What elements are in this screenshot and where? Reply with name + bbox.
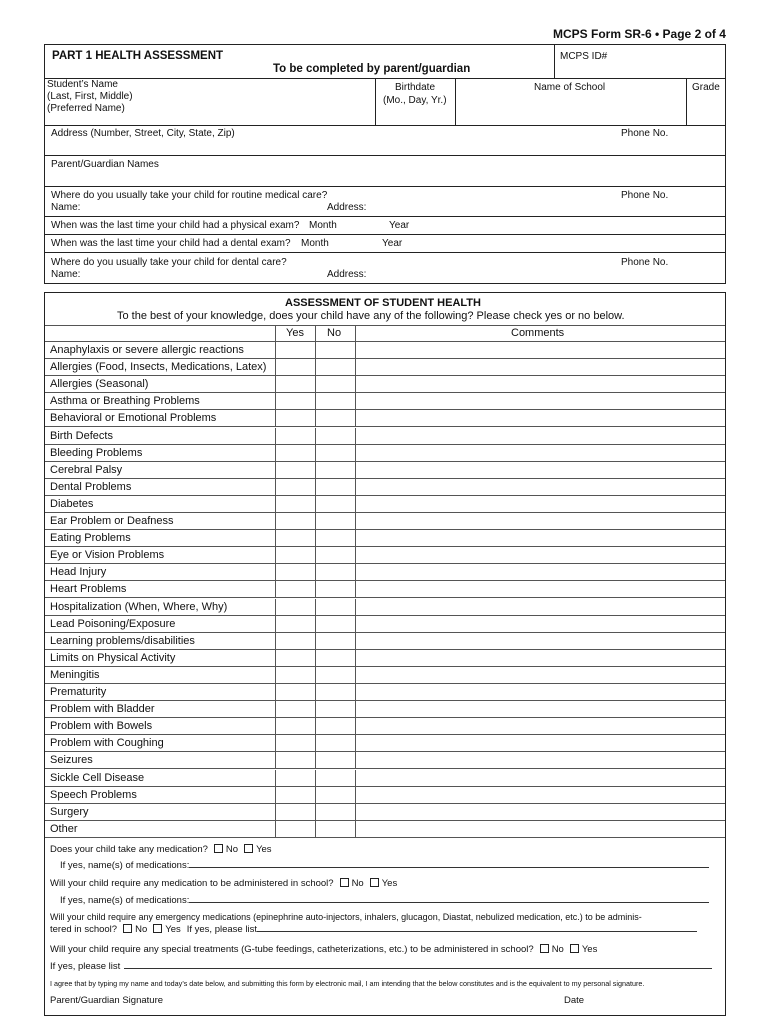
medication-yes-label: Yes [256,844,272,855]
condition-no-cell[interactable] [315,667,355,684]
condition-name: Problem with Coughing [50,737,164,750]
condition-name: Ear Problem or Deafness [50,515,174,527]
condition-row [45,428,725,445]
address-phone-label: Phone No. [621,128,669,139]
part1-title: PART 1 HEALTH ASSESSMENT [52,50,224,62]
condition-no-cell[interactable] [315,650,355,667]
assessment-instructions: To the best of your knowledge, does your child have any of the following? Please check yes or no below. [117,310,625,322]
condition-comments-cell[interactable] [355,513,725,530]
condition-row [45,804,725,821]
condition-comments-cell[interactable] [355,479,725,496]
condition-yes-cell[interactable] [275,530,315,547]
condition-yes-cell[interactable] [275,410,315,427]
birthdate-field[interactable] [377,108,451,124]
condition-yes-cell[interactable] [275,496,315,513]
dental-care-question: Where do you usually take your child for dental care? [51,257,287,268]
physical-exam-month-label: Month [309,220,337,231]
column-header-comments: Comments [511,327,565,339]
condition-yes-cell[interactable] [275,359,315,376]
condition-yes-cell[interactable] [275,650,315,667]
condition-row [45,599,725,616]
routine-care-address-label: Address: [327,202,367,213]
condition-comments-cell[interactable] [355,770,725,787]
school-medication-yes-checkbox[interactable] [370,878,379,887]
special-treatment-list-field[interactable] [124,960,712,969]
condition-yes-cell[interactable] [275,701,315,718]
condition-row [45,445,725,462]
condition-name: Allergies (Food, Insects, Medications, Latex) [50,361,267,374]
school-medication-followup-label: If yes, name(s) of medications: [60,895,190,906]
condition-row [45,650,725,667]
signature-label: Parent/Guardian Signature [50,995,164,1006]
column-header-no: No [327,327,342,339]
part1-subtitle: To be completed by parent/guardian [273,63,471,75]
birthdate-label: Birthdate [395,82,436,93]
dental-care-name-field[interactable] [82,268,322,281]
condition-row [45,496,725,513]
medication-followup-label: If yes, name(s) of medications: [60,860,190,871]
emergency-list-field[interactable] [257,923,697,932]
emergency-question-cont: tered in school? [50,924,118,935]
school-medication-names-field[interactable] [189,894,709,903]
condition-name: Allergies (Seasonal) [50,378,149,391]
condition-row [45,359,725,376]
condition-no-cell[interactable] [315,530,355,547]
emergency-question: Will your child require any emergency medications (epinephrine auto-injectors, inhalers, glucagon, Diastat, nebulized medication, etc.) to be adminis- [50,912,642,922]
condition-name: Behavioral or Emotional Problems [50,412,217,425]
condition-comments-cell[interactable] [355,701,725,718]
condition-no-cell[interactable] [315,564,355,581]
special-treatment-no-checkbox[interactable] [540,944,549,953]
condition-name: Anaphylaxis or severe allergic reactions [50,344,244,356]
special-treatment-yes-checkbox[interactable] [570,944,579,953]
condition-row [45,718,725,735]
condition-yes-cell[interactable] [275,770,315,787]
condition-yes-cell[interactable] [275,752,315,769]
condition-comments-cell[interactable] [355,787,725,804]
physical-exam-month-field[interactable] [342,218,386,233]
condition-comments-cell[interactable] [355,718,725,735]
condition-no-cell[interactable] [315,410,355,427]
condition-yes-cell[interactable] [275,599,315,616]
condition-name: Dental Problems [50,480,132,493]
condition-comments-cell[interactable] [355,633,725,650]
condition-name: Lead Poisoning/Exposure [50,617,176,630]
condition-comments-cell[interactable] [355,547,725,564]
condition-comments-cell[interactable] [355,599,725,616]
column-header-yes: Yes [286,327,304,339]
grade-field[interactable] [688,96,724,124]
condition-yes-cell[interactable] [275,821,315,838]
condition-no-cell[interactable] [315,359,355,376]
routine-care-question: Where do you usually take your child for routine medical care? [51,190,328,201]
mcps-id-label: MCPS ID# [560,51,608,62]
condition-row [45,581,725,598]
condition-row [45,633,725,650]
emergency-yes-checkbox[interactable] [153,924,162,933]
school-medication-no-checkbox[interactable] [340,878,349,887]
condition-yes-cell[interactable] [275,342,315,359]
condition-no-cell[interactable] [315,445,355,462]
condition-no-cell[interactable] [315,496,355,513]
condition-comments-cell[interactable] [355,804,725,821]
condition-no-cell[interactable] [315,735,355,752]
medication-names-field[interactable] [189,859,709,868]
condition-no-cell[interactable] [315,513,355,530]
condition-no-cell[interactable] [315,462,355,479]
condition-row [45,701,725,718]
condition-comments-cell[interactable] [355,684,725,701]
condition-name: Speech Problems [50,788,137,801]
condition-comments-cell[interactable] [355,410,725,427]
physical-exam-year-field[interactable] [414,218,534,233]
condition-row [45,684,725,701]
condition-row [45,513,725,530]
condition-no-cell[interactable] [315,684,355,701]
condition-comments-cell[interactable] [355,393,725,410]
condition-yes-cell[interactable] [275,804,315,821]
student-name-sublabel: (Last, First, Middle) [47,91,133,102]
condition-name: Surgery [50,805,89,818]
assessment-title: ASSESSMENT OF STUDENT HEALTH [285,297,481,309]
condition-comments-cell[interactable] [355,752,725,769]
condition-comments-cell[interactable] [355,821,725,838]
condition-row [45,410,725,427]
condition-yes-cell[interactable] [275,513,315,530]
condition-comments-cell[interactable] [355,530,725,547]
condition-row [45,376,725,393]
address-label: Address (Number, Street, City, State, Zip) [51,128,235,139]
signature-field[interactable] [184,993,554,1007]
condition-name: Diabetes [50,497,94,510]
condition-comments-cell[interactable] [355,462,725,479]
condition-no-cell[interactable] [315,393,355,410]
school-name-field[interactable] [458,96,684,124]
dental-care-phone-label: Phone No. [621,257,669,268]
condition-no-cell[interactable] [315,599,355,616]
dental-exam-year-label: Year [382,238,403,249]
condition-comments-cell[interactable] [355,581,725,598]
condition-row [45,393,725,410]
condition-name: Eye or Vision Problems [50,549,165,562]
condition-comments-cell[interactable] [355,564,725,581]
condition-row [45,770,725,787]
emergency-yes-label: Yes [165,924,181,935]
birthdate-format-label: (Mo., Day, Yr.) [383,95,447,106]
condition-row [45,752,725,769]
dental-exam-month-label: Month [301,238,329,249]
condition-comments-cell[interactable] [355,359,725,376]
condition-comments-cell[interactable] [355,735,725,752]
condition-name: Eating Problems [50,532,131,545]
condition-name: Seizures [50,754,93,767]
condition-name: Asthma or Breathing Problems [50,395,200,408]
condition-name: Problem with Bladder [50,703,155,716]
address-field[interactable] [48,141,608,153]
address-phone-field[interactable] [612,141,722,153]
condition-name: Hospitalization (When, Where, Why) [50,600,228,613]
routine-care-phone-label: Phone No. [621,190,669,201]
special-treatment-question: Will your child require any special treatments (G-tube feedings, catheterizations, etc.) to be administered in school? [50,944,534,955]
signature-agreement: I agree that by typing my name and today’s date below, and submitting this form by electronic mail, I am intending that the below constitutes and is the equivalent to my personal signature. [50,979,645,988]
condition-name: Other [50,822,78,835]
condition-row [45,735,725,752]
physical-exam-question: When was the last time your child had a physical exam? [51,220,300,231]
dental-exam-month-field[interactable] [335,236,379,251]
dental-care-address-field[interactable] [368,268,722,281]
condition-yes-cell[interactable] [275,564,315,581]
condition-row [45,787,725,804]
condition-yes-cell[interactable] [275,428,315,445]
condition-name: Birth Defects [50,429,113,442]
condition-yes-cell[interactable] [275,633,315,650]
parent-names-label: Parent/Guardian Names [51,159,159,170]
medication-question: Does your child take any medication? [50,844,208,855]
condition-yes-cell[interactable] [275,462,315,479]
school-name-label: Name of School [534,82,606,93]
form-id: MCPS Form SR-6 • Page 2 of 4 [553,27,726,41]
condition-no-cell[interactable] [315,701,355,718]
condition-row [45,462,725,479]
preferred-name-label: (Preferred Name) [47,103,125,114]
condition-no-cell[interactable] [315,342,355,359]
date-field[interactable] [592,993,720,1007]
condition-no-cell[interactable] [315,547,355,564]
date-label: Date [564,995,585,1006]
mcps-id-field[interactable] [610,48,722,74]
emergency-no-label: No [135,924,148,935]
student-name-label: Student’s Name [47,79,118,90]
dental-exam-question: When was the last time your child had a dental exam? [51,238,291,249]
condition-no-cell[interactable] [315,821,355,838]
condition-comments-cell[interactable] [355,428,725,445]
condition-no-cell[interactable] [315,770,355,787]
condition-comments-cell[interactable] [355,650,725,667]
emergency-no-checkbox[interactable] [123,924,132,933]
condition-name: Problem with Bowels [50,720,153,733]
condition-comments-cell[interactable] [355,445,725,462]
medication-no-checkbox[interactable] [214,844,223,853]
condition-no-cell[interactable] [315,581,355,598]
condition-name: Learning problems/disabilities [50,634,195,647]
condition-name: Cerebral Palsy [50,463,123,476]
routine-care-address-field[interactable] [368,201,722,214]
condition-yes-cell[interactable] [275,718,315,735]
school-medication-question: Will your child require any medication to be administered in school? [50,878,334,889]
condition-yes-cell[interactable] [275,684,315,701]
condition-name: Head Injury [50,566,107,579]
condition-no-cell[interactable] [315,616,355,633]
condition-yes-cell[interactable] [275,376,315,393]
condition-row [45,821,725,838]
dental-care-address-label: Address: [327,269,367,280]
condition-yes-cell[interactable] [275,616,315,633]
routine-care-name-field[interactable] [82,201,322,214]
condition-name: Limits on Physical Activity [50,651,176,664]
condition-row [45,547,725,564]
dental-exam-year-field[interactable] [407,236,527,251]
school-medication-yes-label: Yes [381,878,398,889]
condition-no-cell[interactable] [315,376,355,393]
medication-yes-checkbox[interactable] [244,844,253,853]
condition-name: Heart Problems [50,583,127,596]
condition-no-cell[interactable] [315,633,355,650]
condition-no-cell[interactable] [315,752,355,769]
condition-yes-cell[interactable] [275,393,315,410]
condition-no-cell[interactable] [315,718,355,735]
condition-yes-cell[interactable] [275,445,315,462]
special-treatment-yes-label: Yes [581,944,598,955]
condition-name: Bleeding Problems [50,446,143,459]
grade-label: Grade [692,82,720,93]
dental-care-name-label: Name: [51,269,81,280]
condition-row [45,530,725,547]
condition-row [45,667,725,684]
condition-yes-cell[interactable] [275,581,315,598]
questions-section [44,838,726,1014]
condition-row [45,479,725,496]
condition-no-cell[interactable] [315,479,355,496]
routine-care-name-label: Name: [51,202,81,213]
condition-comments-cell[interactable] [355,616,725,633]
condition-yes-cell[interactable] [275,479,315,496]
condition-comments-cell[interactable] [355,376,725,393]
condition-row [45,616,725,633]
condition-name: Prematurity [50,686,107,698]
condition-yes-cell[interactable] [275,667,315,684]
condition-yes-cell[interactable] [275,787,315,804]
condition-row [45,564,725,581]
condition-no-cell[interactable] [315,428,355,445]
condition-comments-cell[interactable] [355,342,725,359]
condition-name: Sickle Cell Disease [50,771,145,784]
school-medication-no-label: No [351,878,364,889]
special-treatment-no-label: No [551,944,564,955]
condition-yes-cell[interactable] [275,735,315,752]
student-name-field[interactable] [150,80,372,122]
condition-comments-cell[interactable] [355,496,725,513]
parent-names-field[interactable] [48,171,722,185]
medication-no-label: No [225,844,239,855]
condition-row [45,342,725,359]
special-treatment-followup-label: If yes, please list [50,961,121,972]
condition-no-cell[interactable] [315,787,355,804]
emergency-followup-label: If yes, please list [186,924,257,935]
condition-yes-cell[interactable] [275,547,315,564]
condition-comments-cell[interactable] [355,667,725,684]
condition-name: Meningitis [50,668,100,681]
physical-exam-year-label: Year [389,220,410,231]
condition-no-cell[interactable] [315,804,355,821]
